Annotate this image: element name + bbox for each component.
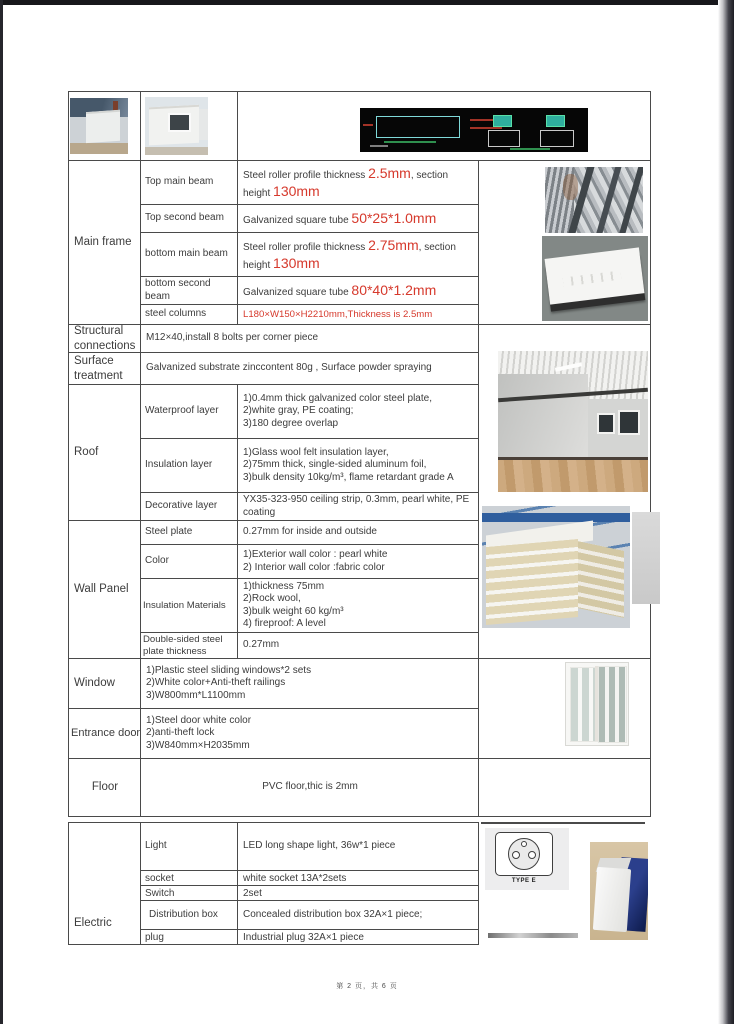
row-label-top-second-beam: Top second beam — [141, 205, 238, 233]
row-label-bottom-main-beam: bottom main beam — [141, 233, 238, 277]
row-label-top-main-beam: Top main beam — [141, 161, 238, 205]
row-value-color — [238, 545, 479, 579]
row-value-steel-columns — [238, 305, 479, 325]
row-value-entrance-door — [141, 709, 479, 759]
row-value-steel-plate: 0.27mm for inside and outside — [238, 521, 479, 545]
row-value-structural-connections: M12×40,install 8 bolts per corner piece — [141, 325, 479, 353]
spec-line: 3)W800mm*L1100mm — [146, 689, 246, 701]
row-value-surface-treatment: Galvanized substrate zinccontent 80g , Surface powder spraying — [141, 353, 479, 385]
section-label-floor: Floor — [69, 759, 141, 817]
spec-line: 1)0.4mm thick galvanized color steel plate, — [243, 393, 432, 405]
section-label-structural-connections: Structural connections — [69, 325, 141, 353]
spec-line: 2)White color+Anti-theft railings — [146, 677, 286, 689]
spec-highlight: 130mm — [273, 254, 320, 271]
row-value-double-sided-thickness: 0.27mm — [238, 633, 479, 659]
photo-detail — [595, 167, 622, 233]
socket-type-diagram — [485, 828, 569, 890]
photo-detail — [86, 110, 120, 144]
section-label-main-frame: Main frame — [69, 161, 141, 325]
socket-outline — [495, 832, 553, 876]
spec-highlight: L180×W150×H2210mm,Thickness is 2.5mm — [243, 308, 433, 320]
section-label-roof: Roof — [69, 385, 141, 521]
spec-text: Steel roller profile thickness — [243, 170, 369, 182]
row-label-plug: plug — [141, 930, 238, 945]
spec-line: 1)thickness 75mm — [243, 581, 325, 593]
spec-line: 2)anti-theft lock — [146, 727, 215, 739]
page-edge-right — [718, 0, 734, 1024]
spec-text: Galvanized square tube — [243, 286, 352, 298]
cad-elevation — [488, 130, 520, 147]
row-label-steel-columns: steel columns — [141, 305, 238, 325]
photo-fragment — [632, 512, 660, 604]
row-value-plug: Industrial plug 32A×1 piece — [238, 930, 479, 945]
spec-text: , section height — [243, 170, 449, 199]
photo-detail — [598, 666, 627, 743]
spec-line: 1)Glass wool felt insulation layer, — [243, 447, 389, 459]
row-value-insulation-materials — [238, 579, 479, 633]
row-label-double-sided-thickness: Double-sided steel plate thickness — [141, 633, 238, 659]
photo-detail — [597, 413, 615, 434]
spec-line: 2)75mm thick, single-sided aluminum foil, — [243, 459, 427, 471]
socket-pin-hole — [512, 851, 520, 859]
section-label-wall-panel: Wall Panel — [69, 521, 141, 659]
spec-highlight: 2.5mm — [368, 165, 411, 182]
photo-container-house-unit — [145, 97, 208, 155]
spec-line: 4) fireproof: A level — [243, 617, 326, 629]
section-label-electric: Electric — [69, 823, 141, 945]
row-value-top-main-beam — [238, 161, 479, 205]
photo-steel-frame — [545, 167, 643, 233]
row-value-insulation-layer — [238, 439, 479, 493]
spec-line: 1)Exterior wall color : pearl white — [243, 549, 388, 561]
photo-detail — [570, 667, 598, 742]
cad-annotation — [470, 127, 502, 129]
spec-line: 3)bulk density 10kg/m³, flame retardant grade A — [243, 471, 454, 483]
spec-line: 2) Interior wall color :fabric color — [243, 561, 385, 573]
page-edge-left — [0, 0, 3, 1024]
row-label-switch: Switch — [141, 886, 238, 901]
row-label-bottom-second-beam: bottom second beam — [141, 277, 238, 305]
row-value-waterproof-layer — [238, 385, 479, 439]
photo-detail — [486, 539, 578, 625]
spec-text: Steel roller profile thickness — [243, 242, 369, 254]
row-value-bottom-second-beam — [238, 277, 479, 305]
photo-cell-floor — [479, 759, 651, 817]
row-label-light: Light — [141, 823, 238, 871]
row-value-bottom-main-beam — [238, 233, 479, 277]
page-edge-top — [0, 0, 734, 5]
photo-detail — [70, 143, 128, 154]
spec-text: Galvanized square tube — [243, 214, 352, 226]
spec-line: 3)bulk weight 60 kg/m³ — [243, 605, 344, 617]
cad-window — [493, 115, 512, 127]
cad-dimension — [384, 141, 436, 143]
cad-plan-outline — [376, 116, 460, 138]
spec-highlight: 130mm — [273, 182, 320, 199]
row-value-top-second-beam — [238, 205, 479, 233]
photo-detail — [498, 460, 648, 492]
photo-room-interior — [498, 351, 648, 492]
spec-line: 1)Steel door white color — [146, 715, 252, 727]
photo-detail — [618, 410, 640, 435]
cad-dimension — [370, 145, 388, 147]
spec-text: , section height — [243, 242, 456, 271]
photo-sliding-window — [565, 662, 629, 746]
spec-highlight: 2.75mm — [368, 237, 419, 254]
row-label-color: Color — [141, 545, 238, 579]
photo-detail — [168, 113, 191, 132]
row-label-waterproof-layer: Waterproof layer — [141, 385, 238, 439]
row-value-distribution-box: Concealed distribution box 32A×1 piece; — [238, 901, 479, 930]
page-number-footer: 第 2 页，共 6 页 — [336, 983, 398, 990]
spec-highlight: 80*40*1.2mm — [351, 281, 437, 298]
spec-line: 3)180 degree overlap — [243, 417, 339, 429]
photo-detail — [618, 167, 643, 233]
photo-distribution-box — [590, 842, 648, 940]
spec-line: 2)white gray, PE coating; — [243, 405, 354, 417]
section-label-entrance-door: Entrance door — [69, 709, 141, 759]
spec-line: 2)Rock wool, — [243, 593, 301, 605]
row-label-decorative-layer: Decorative layer — [141, 493, 238, 521]
socket-circle — [508, 838, 540, 870]
row-label-distribution-box: Distribution box — [141, 901, 238, 930]
row-value-light: LED long shape light, 36w*1 piece — [238, 823, 479, 871]
row-value-window — [141, 659, 479, 709]
cad-drawing — [360, 108, 588, 152]
electric-table-top-rule — [481, 822, 645, 824]
row-label-steel-plate: Steel plate — [141, 521, 238, 545]
photo-detail — [498, 374, 588, 467]
photo-detail — [578, 541, 624, 618]
photo-detail — [563, 174, 579, 200]
spec-line: 1)Plastic steel sliding windows*2 sets — [146, 665, 312, 677]
row-value-floor: PVC floor,thic is 2mm — [141, 759, 479, 817]
section-label-surface-treatment: Surface treatment — [69, 353, 141, 385]
row-label-insulation-layer: Insulation layer — [141, 439, 238, 493]
socket-pin-hole — [528, 851, 536, 859]
photo-panel-on-base-frame — [542, 236, 648, 321]
row-value-decorative-layer: YX35-323-950 ceiling strip, 0.3mm, pearl white, PE coating — [238, 493, 479, 521]
photo-sandwich-panels — [482, 506, 630, 628]
row-value-socket: white socket 13A*2sets — [238, 871, 479, 886]
socket-pin-hole — [521, 841, 527, 847]
row-label-socket: socket — [141, 871, 238, 886]
cad-elevation — [540, 130, 574, 147]
spec-line: 3)W840mm×H2035mm — [146, 739, 250, 751]
spec-highlight: 50*25*1.0mm — [351, 209, 437, 226]
photo-detail — [199, 109, 208, 140]
photo-detail — [592, 867, 630, 932]
row-label-insulation-materials: Insulation Materials — [141, 579, 238, 633]
socket-type-label: TYPE E — [511, 878, 537, 884]
row-value-switch: 2set — [238, 886, 479, 901]
cad-window — [546, 115, 565, 127]
electric-table — [68, 822, 479, 945]
photo-detail — [145, 147, 208, 155]
photo-detail — [482, 513, 630, 522]
cad-annotation — [363, 124, 373, 126]
photo-led-light-strip — [488, 933, 578, 938]
section-label-window: Window — [69, 659, 141, 709]
photo-container-house-yard — [70, 98, 128, 154]
cad-dimension — [510, 148, 550, 150]
